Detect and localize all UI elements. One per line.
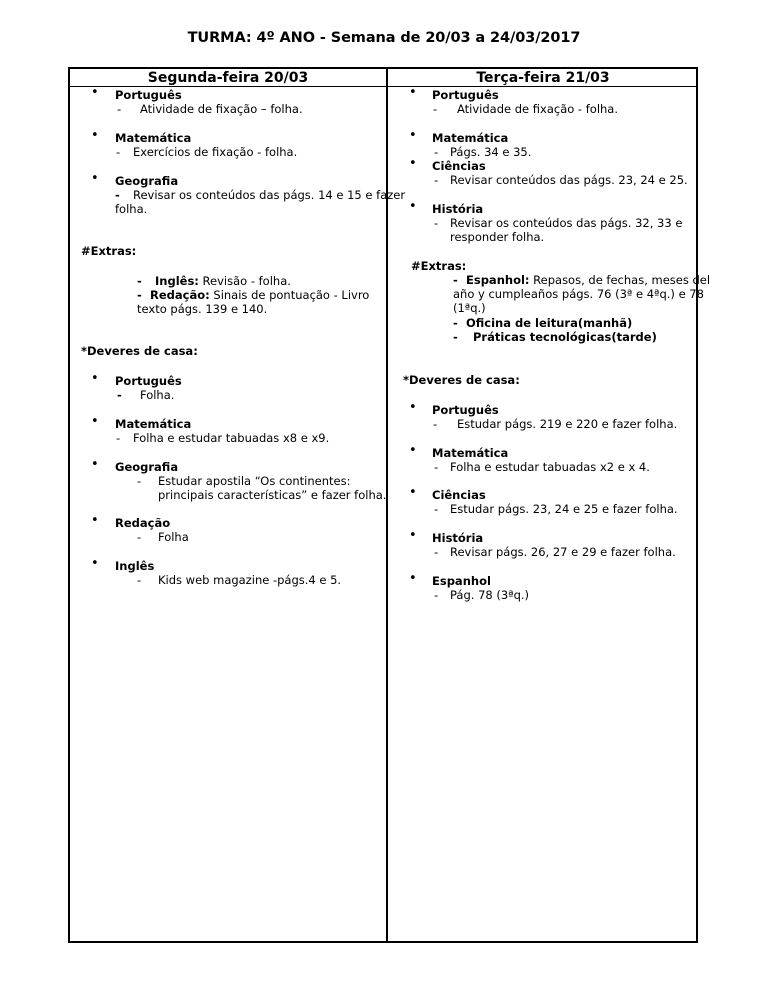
homework-label: *Deveres de casa: [81,344,198,358]
homework-subject: Matemática [432,446,509,460]
subject-task-line: folha. [115,202,148,216]
bullet-icon: • [91,414,99,429]
extras-label: #Extras: [411,259,467,273]
extra-item [466,273,710,287]
extra-label: Espanhol: [466,273,530,287]
subject-task-line: Revisar os conteúdos das págs. 14 e 15 e fazer [133,188,406,202]
dash-icon: - [453,330,458,344]
homework-task: Folha e estudar tabuadas x8 e x9. [133,431,330,445]
homework-subject: Português [432,403,499,417]
subject-name: Português [115,88,182,102]
subject-task-line: Revisar os conteúdos das págs. 32, 33 e [450,216,683,230]
extra-item [150,288,369,302]
bullet-icon: • [409,85,417,100]
column-header-monday: Segunda-feira 20/03 [147,70,309,86]
bullet-icon: • [409,443,417,458]
subject-name: História [432,202,484,216]
homework-task-line: Estudar apostila “Os continentes: [158,474,351,488]
homework-task: Revisar págs. 26, 27 e 29 e fazer folha. [450,545,676,559]
homework-subject: Ciências [432,488,486,502]
extra-text-cont: (1ªq.) [453,301,486,315]
dash-icon: - [117,102,122,116]
dash-icon: - [116,431,121,445]
dash-icon: - [115,188,120,202]
bullet-icon: • [409,400,417,415]
subject-name: Matemática [432,131,509,145]
homework-task: Pág. 78 (3ªq.) [450,588,530,602]
extra-text-cont: año y cumpleaños págs. 76 (3ª e 4ªq.) e 78 [453,287,704,301]
homework-subject: Redação [115,516,171,530]
dash-icon: - [434,216,439,230]
extra-label: Práticas tecnológicas(tarde) [473,330,657,344]
header-divider [70,86,696,87]
bullet-icon: • [91,556,99,571]
bullet-icon: • [91,85,99,100]
homework-task: Estudar págs. 23, 24 e 25 e fazer folha. [450,502,678,516]
subject-name: Matemática [115,131,192,145]
extra-text-cont: texto págs. 139 e 140. [137,302,268,316]
subject-name: Geografia [115,174,179,188]
extra-label: Inglês: [155,274,199,288]
page-title: TURMA: 4º ANO - Semana de 20/03 a 24/03/2017 [187,30,581,46]
extra-text: Revisão - folha. [202,274,291,288]
subject-name: Português [432,88,499,102]
subject-task: Atividade de fixação - folha. [457,102,619,116]
subject-task: Atividade de fixação – folha. [140,102,303,116]
dash-icon: - [433,102,438,116]
homework-subject: Matemática [115,417,192,431]
dash-icon: - [434,502,439,516]
bullet-icon: • [91,457,99,472]
bullet-icon: • [409,485,417,500]
homework-task: Kids web magazine -págs.4 e 5. [158,573,342,587]
homework-task: Folha [158,530,189,544]
dash-icon: - [453,273,458,287]
homework-subject: Português [115,374,182,388]
dash-icon: - [434,173,439,187]
dash-icon: - [434,588,439,602]
dash-icon: - [434,145,439,159]
subject-task: Págs. 34 e 35. [450,145,532,159]
bullet-icon: • [91,371,99,386]
dash-icon: - [137,530,142,544]
dash-icon: - [433,417,438,431]
extra-label: Oficina de leitura(manhã) [466,316,633,330]
bullet-icon: • [409,156,417,171]
homework-subject: Geografia [115,460,179,474]
bullet-icon: • [91,513,99,528]
dash-icon: - [117,388,122,402]
homework-label: *Deveres de casa: [403,373,520,387]
homework-task: Estudar págs. 219 e 220 e fazer folha. [457,417,678,431]
bullet-icon: • [409,571,417,586]
extras-label: #Extras: [81,244,137,258]
homework-task: Folha e estudar tabuadas x2 e x 4. [450,460,650,474]
extra-label: Redação: [150,288,210,302]
dash-icon: - [137,288,142,302]
bullet-icon: • [91,128,99,143]
bullet-icon: • [409,528,417,543]
homework-subject: História [432,531,484,545]
extra-text: Sinais de pontuação - Livro [213,288,370,302]
extra-item [155,274,291,288]
bullet-icon: • [91,171,99,186]
subject-task-line: responder folha. [450,230,545,244]
homework-task: Folha. [140,388,175,402]
dash-icon: - [434,460,439,474]
dash-icon: - [453,316,458,330]
bullet-icon: • [409,128,417,143]
homework-subject: Inglês [115,559,155,573]
subject-task: Revisar conteúdos das págs. 23, 24 e 25. [450,173,688,187]
dash-icon: - [434,545,439,559]
bullet-icon: • [409,199,417,214]
subject-task: Exercícios de fixação - folha. [133,145,298,159]
extra-text: Repasos, de fechas, meses del [533,273,711,287]
dash-icon: - [116,145,121,159]
subject-name: Ciências [432,159,486,173]
dash-icon: - [137,474,142,488]
homework-subject: Espanhol [432,574,491,588]
dash-icon: - [137,274,142,288]
column-header-tuesday: Terça-feira 21/03 [476,70,610,86]
homework-task-line: principais características” e fazer folha. [158,488,387,502]
dash-icon: - [137,573,142,587]
